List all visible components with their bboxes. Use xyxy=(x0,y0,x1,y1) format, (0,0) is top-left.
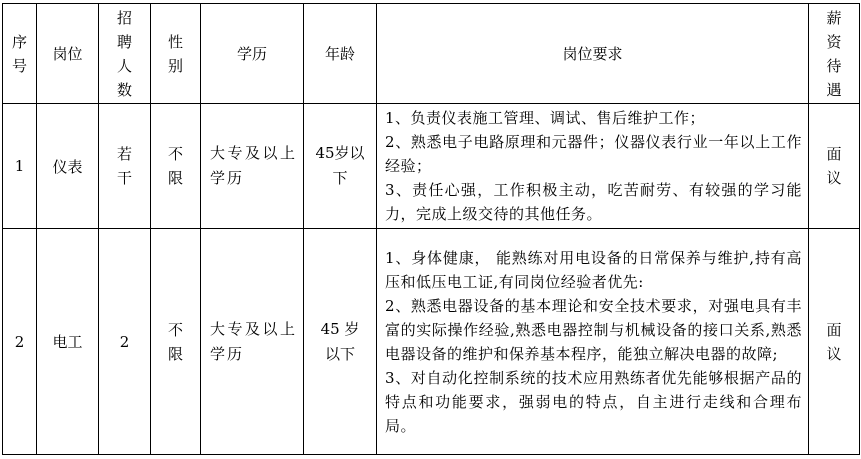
row-position: 仪表 xyxy=(37,104,99,229)
header-salary: 薪资待遇 xyxy=(809,4,860,104)
header-count: 招聘人数 xyxy=(99,4,151,104)
requirement-item: 3、责任心强，工作积极主动，吃苦耐劳、有较强的学习能力，完成上级交待的其他任务。 xyxy=(385,181,802,223)
row-requirements xyxy=(377,104,809,229)
row-seq: 2 xyxy=(3,229,37,455)
header-row xyxy=(3,4,860,104)
row-count: 2 xyxy=(99,229,151,455)
row-salary: 面议 xyxy=(809,229,860,455)
row-gender: 不限 xyxy=(151,229,201,455)
requirement-item: 2、熟悉电子电路原理和元器件；仪器仪表行业一年以上工作经验； xyxy=(385,133,802,175)
requirement-item: 1、身体健康， 能熟练对用电设备的日常保养与维护,持有高压和低压电工证,有同岗位经验者优先: xyxy=(385,248,802,291)
row-requirements xyxy=(377,229,809,455)
header-seq: 序号 xyxy=(3,4,37,104)
header-gender: 性别 xyxy=(151,4,201,104)
header-age: 年龄 xyxy=(304,4,377,104)
row-salary: 面议 xyxy=(809,104,860,229)
row-position: 电工 xyxy=(37,229,99,455)
row-seq: 1 xyxy=(3,104,37,229)
requirement-item: 2、熟悉电器设备的基本理论和安全技术要求，对强电具有丰富的实际操作经验,熟悉电器控制与机械设备的接口关系,熟悉电器设备的维护和保养基本程序，能独立解决电器的故障; xyxy=(385,296,802,363)
row-age: 45 岁以下 xyxy=(304,229,377,455)
recruitment-table xyxy=(2,3,860,455)
header-requirements: 岗位要求 xyxy=(377,4,809,104)
row-education: 大专及以上学历 xyxy=(201,104,304,229)
requirement-item: 3、对自动化控制系统的技术应用熟练者优先能够根据产品的特点和功能要求，强弱电的特点，自主进行走线和合理布局。 xyxy=(385,368,802,435)
header-position: 岗位 xyxy=(37,4,99,104)
row-education: 大专及以上学历 xyxy=(201,229,304,455)
row-age: 45岁以下 xyxy=(304,104,377,229)
header-education: 学历 xyxy=(201,4,304,104)
row-count: 若干 xyxy=(99,104,151,229)
table-row xyxy=(3,229,860,455)
row-gender: 不限 xyxy=(151,104,201,229)
table-row xyxy=(3,104,860,229)
requirement-item: 1、负责仪表施工管理、调试、售后维护工作； xyxy=(385,109,706,127)
